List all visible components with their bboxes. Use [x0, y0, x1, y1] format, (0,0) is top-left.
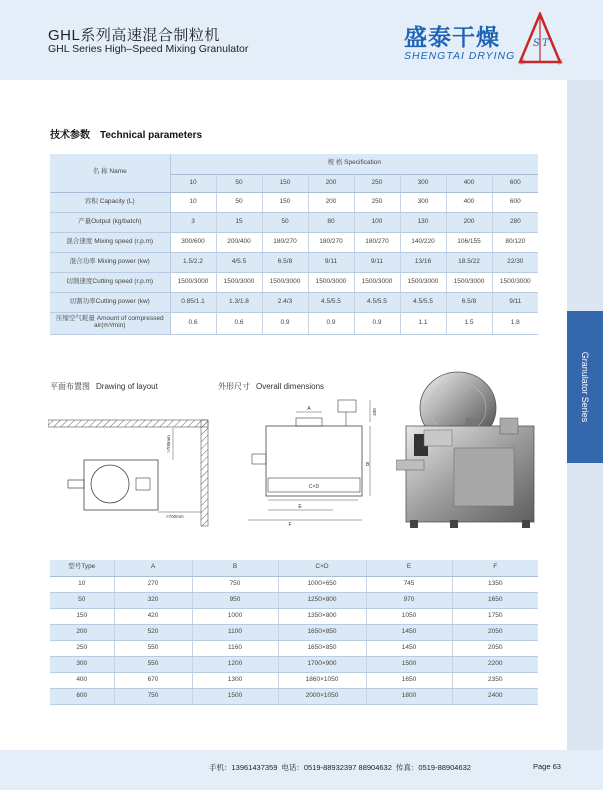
table-cell: 10	[170, 192, 216, 212]
table-cell: 600	[50, 688, 114, 704]
table-cell: 2050	[452, 640, 538, 656]
table-cell: 6.5/8	[446, 292, 492, 312]
table-row	[50, 656, 538, 672]
name-header: 名 称 Name	[50, 154, 170, 192]
table-cell: 600	[492, 192, 538, 212]
table-cell: 150	[262, 192, 308, 212]
table-row	[50, 292, 538, 312]
table-cell: 130	[400, 212, 446, 232]
table-cell: 1500	[192, 688, 278, 704]
overall-dimensions-drawing	[218, 396, 386, 530]
table-cell: 2.4/3	[262, 292, 308, 312]
table-cell: 15	[216, 212, 262, 232]
column-header: 型号Type	[50, 560, 114, 576]
table-cell: 1160	[192, 640, 278, 656]
table-cell: 1750	[452, 608, 538, 624]
logo-caption-2: 泰	[557, 60, 564, 66]
table-cell: 520	[114, 624, 192, 640]
table-cell: 1500/3000	[492, 272, 538, 292]
table-cell: 1700×900	[278, 656, 366, 672]
table-cell: 750	[114, 688, 192, 704]
table-cell: 550	[114, 656, 192, 672]
table-cell: 9/11	[492, 292, 538, 312]
table-cell: 180/270	[354, 232, 400, 252]
table-cell: 4.5/5.5	[308, 292, 354, 312]
dim-e-label: E	[298, 504, 302, 510]
table-row	[50, 212, 538, 232]
footer-phone: 电话：0519-88932397 88904632	[281, 763, 392, 772]
dimensions-table	[50, 560, 538, 705]
table-cell: 200	[50, 624, 114, 640]
table-cell: 2000×1050	[278, 688, 366, 704]
table-cell: 1500/3000	[216, 272, 262, 292]
table-cell: 22/30	[492, 252, 538, 272]
column-header: E	[366, 560, 452, 576]
table-cell: 400	[446, 192, 492, 212]
table-cell: 2050	[452, 624, 538, 640]
row-label: 混合功率 Mixing power (kw)	[50, 252, 170, 272]
table-cell: 1500/3000	[400, 272, 446, 292]
table-row	[50, 576, 538, 592]
table-cell: 1450	[366, 624, 452, 640]
table-cell: 4.5/5.5	[400, 292, 446, 312]
table-row	[50, 192, 538, 212]
size-header: 50	[216, 174, 262, 192]
table-cell: 50	[50, 592, 114, 608]
column-header: F	[452, 560, 538, 576]
section-title-cn: 技术参数	[50, 130, 90, 141]
table-cell: 106/155	[446, 232, 492, 252]
table-cell: 0.9	[354, 312, 400, 334]
table-cell: 1.5	[446, 312, 492, 334]
size-header: 200	[308, 174, 354, 192]
table-cell: 18.5/22	[446, 252, 492, 272]
row-label: 混合速度 Mixing speed (r.p.m)	[50, 232, 170, 252]
table-cell: 1650	[452, 592, 538, 608]
dim-f-label: F	[288, 522, 292, 528]
table-cell: 1350	[452, 576, 538, 592]
table-cell: 13/16	[400, 252, 446, 272]
size-header: 400	[446, 174, 492, 192]
table-cell: 300/600	[170, 232, 216, 252]
layout-drawing	[48, 418, 213, 530]
table-cell: 1500	[366, 656, 452, 672]
table-cell: 670	[114, 672, 192, 688]
table-cell: 1.1	[400, 312, 446, 334]
size-header: 300	[400, 174, 446, 192]
footer-contact	[209, 762, 471, 773]
table-cell: 10	[50, 576, 114, 592]
table-cell: 180/270	[262, 232, 308, 252]
table-cell: 0.9	[308, 312, 354, 334]
table-cell: 1350×800	[278, 608, 366, 624]
table-cell: 1050	[366, 608, 452, 624]
table-cell: 280	[492, 212, 538, 232]
table-cell: 50	[262, 212, 308, 232]
table-cell: 4.5/5.5	[354, 292, 400, 312]
table-cell: 250	[354, 192, 400, 212]
table-cell: 4/5.5	[216, 252, 262, 272]
table-row	[50, 252, 538, 272]
table-cell: 1.5/2.2	[170, 252, 216, 272]
table-cell: 1650	[366, 672, 452, 688]
logo-letter-t: T	[542, 38, 549, 49]
row-label: 产量Output (kg/batch)	[50, 212, 170, 232]
table-cell: 150	[50, 608, 114, 624]
table-cell: 400	[50, 672, 114, 688]
table-cell: 6.5/8	[262, 252, 308, 272]
page-title-en: GHL Series High–Speed Mixing Granulator	[48, 43, 249, 55]
table-cell: 420	[114, 608, 192, 624]
machine-photo	[396, 368, 556, 533]
table-cell: 300	[400, 192, 446, 212]
table-cell: 1650×850	[278, 640, 366, 656]
table-cell: 320	[114, 592, 192, 608]
logo-letter-s: S	[533, 38, 540, 49]
table-row	[50, 608, 538, 624]
table-cell: 1.3/1.8	[216, 292, 262, 312]
table-cell: 200	[446, 212, 492, 232]
table-cell: 1500/3000	[262, 272, 308, 292]
size-header: 150	[262, 174, 308, 192]
table-cell: 0.9	[262, 312, 308, 334]
table-cell: 1860×1050	[278, 672, 366, 688]
dim-cd-label: C×D	[308, 484, 320, 490]
footer-fax: 传真：0519-88904632	[395, 763, 471, 772]
table-row	[50, 624, 538, 640]
table-row	[50, 592, 538, 608]
table-row	[50, 272, 538, 292]
footer-mobile: 手机：13961437359	[209, 763, 278, 772]
table-cell: 100	[354, 212, 400, 232]
table-cell: 1500/3000	[354, 272, 400, 292]
section-title	[50, 126, 202, 141]
table-row	[50, 640, 538, 656]
overall-caption-cn: 外形尺寸	[218, 382, 250, 391]
table-cell: 1650×850	[278, 624, 366, 640]
size-header: 600	[492, 174, 538, 192]
row-label: 容积 Capacity (L)	[50, 192, 170, 212]
table-cell: 140/220	[400, 232, 446, 252]
table-cell: 270	[114, 576, 192, 592]
row-label: 切割功率Cutting power (kw)	[50, 292, 170, 312]
table-row	[50, 312, 538, 334]
table-cell: 250	[50, 640, 114, 656]
dim-b-label: B	[366, 462, 370, 468]
table-cell: 0.85/1.1	[170, 292, 216, 312]
table-cell: 2350	[452, 672, 538, 688]
table-cell: 0.6	[170, 312, 216, 334]
page-number: Page 63	[533, 762, 561, 771]
table-cell: 950	[192, 592, 278, 608]
table-cell: 1500/3000	[308, 272, 354, 292]
table-cell: 550	[114, 640, 192, 656]
column-header: B	[192, 560, 278, 576]
brand-name-en: SHENGTAI DRYING	[404, 50, 516, 62]
table-cell: 1300	[192, 672, 278, 688]
column-header: C×D	[278, 560, 366, 576]
table-cell: 1500/3000	[446, 272, 492, 292]
layout-caption	[50, 381, 158, 392]
brand-name-cn: 盛泰干燥	[404, 24, 500, 51]
technical-parameters-table	[50, 154, 538, 335]
clearance-label-vertical: >700mm	[166, 435, 171, 453]
row-label: 切割速度Cutting speed (r.p.m)	[50, 272, 170, 292]
table-cell: 3	[170, 212, 216, 232]
layout-caption-en: Drawing of layout	[96, 382, 158, 391]
layout-caption-cn: 平面布置图	[50, 382, 90, 391]
table-cell: 200/400	[216, 232, 262, 252]
dim-a-label: A	[307, 406, 311, 412]
table-cell: 50	[216, 192, 262, 212]
table-cell: 1000	[192, 608, 278, 624]
table-cell: 1100	[192, 624, 278, 640]
row-label: 压缩空气耗量 Amount of compressed air(m³/min)	[50, 312, 170, 334]
overall-caption-en: Overall dimensions	[256, 382, 325, 391]
table-row	[50, 672, 538, 688]
table-cell: 970	[366, 592, 452, 608]
clearance-label-horizontal: >700mm	[166, 514, 184, 519]
table-cell: 2400	[452, 688, 538, 704]
section-title-en: Technical parameters	[100, 130, 203, 141]
table-cell: 9/11	[308, 252, 354, 272]
size-header: 10	[170, 174, 216, 192]
overall-caption	[218, 381, 324, 392]
table-cell: 80	[308, 212, 354, 232]
table-cell: 1200	[192, 656, 278, 672]
side-tab-label: Granulator Series	[580, 351, 590, 423]
column-header: A	[114, 560, 192, 576]
table-cell: 180/270	[308, 232, 354, 252]
table-cell: 745	[366, 576, 452, 592]
table-cell: 1250×800	[278, 592, 366, 608]
logo-caption-1: 盛	[519, 60, 526, 66]
table-cell: 200	[308, 192, 354, 212]
table-row	[50, 232, 538, 252]
table-cell: 1.8	[492, 312, 538, 334]
table-cell: 80/120	[492, 232, 538, 252]
table-cell: 750	[192, 576, 278, 592]
table-header-row	[50, 560, 538, 576]
table-cell: 300	[50, 656, 114, 672]
table-cell: 1000×650	[278, 576, 366, 592]
size-header: 250	[354, 174, 400, 192]
table-cell: 1800	[366, 688, 452, 704]
dim-400-label: 400	[372, 408, 377, 416]
table-cell: 1500/3000	[170, 272, 216, 292]
table-cell: 9/11	[354, 252, 400, 272]
specification-header: 规 格 Specification	[170, 154, 538, 174]
table-cell: 0.6	[216, 312, 262, 334]
page-title-cn: GHL系列高速混合制粒机	[48, 27, 220, 44]
table-cell: 2200	[452, 656, 538, 672]
table-cell: 1450	[366, 640, 452, 656]
table-row	[50, 688, 538, 704]
